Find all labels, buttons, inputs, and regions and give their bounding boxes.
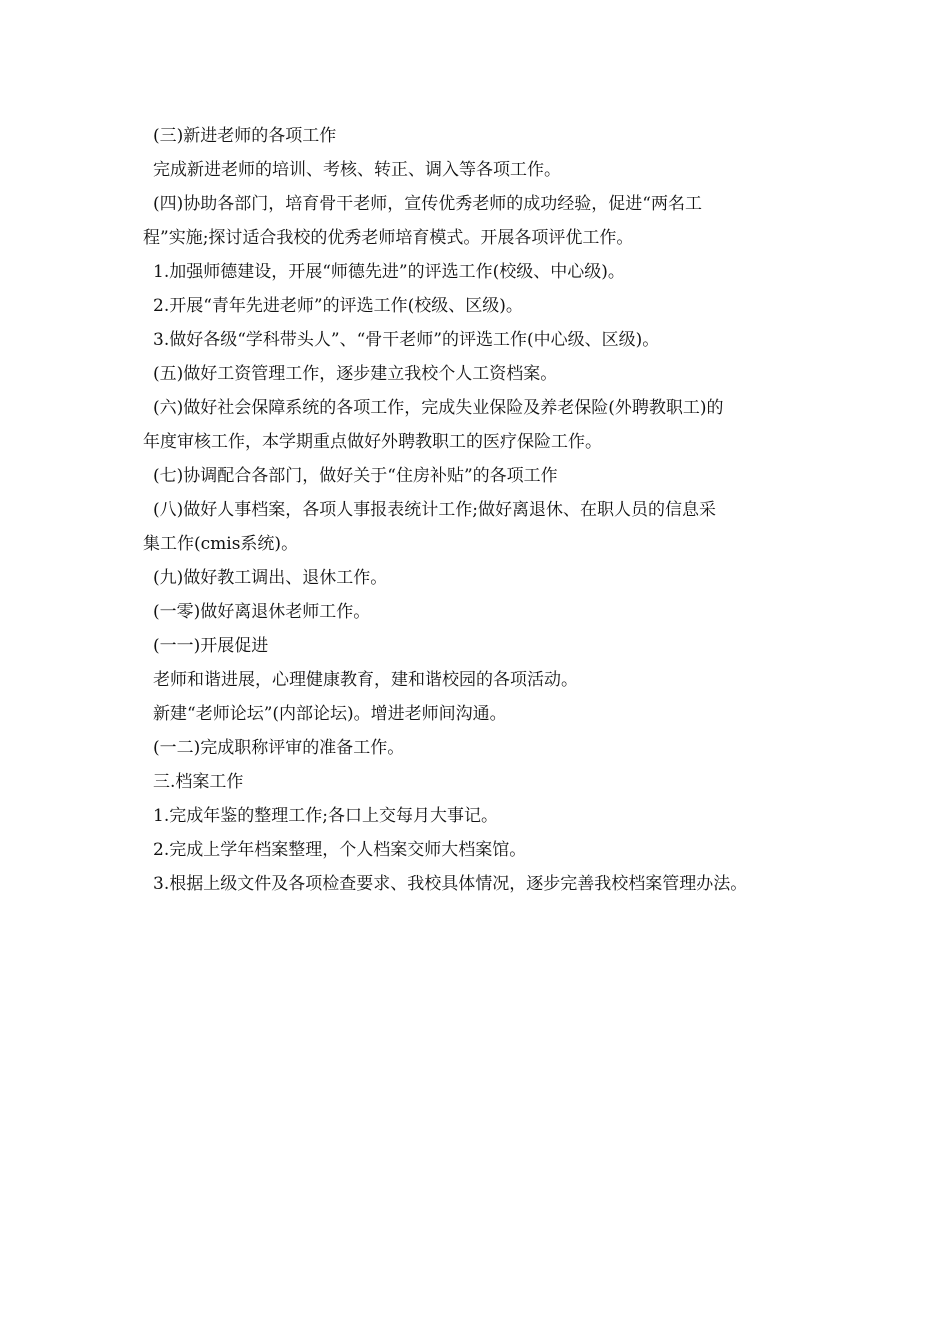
text-line: (六)做好社会保障系统的各项工作，完成失业保险及养老保险(外聘教职工)的: [153, 398, 724, 418]
text-line: (一一)开展促进: [153, 636, 269, 656]
text-line: 程”实施;探讨适合我校的优秀老师培育模式。开展各项评优工作。: [143, 228, 634, 248]
text-line: 1.加强师德建设，开展“师德先进”的评选工作(校级、中心级)。: [153, 262, 625, 282]
text-line: 集工作(cmis系统)。: [143, 534, 299, 554]
text-line: (一二)完成职称评审的准备工作。: [153, 738, 405, 758]
text-line: 3.根据上级文件及各项检查要求、我校具体情况，逐步完善我校档案管理办法。: [153, 874, 748, 894]
text-line: (三)新进老师的各项工作: [153, 126, 337, 146]
section-heading: 三.档案工作: [153, 772, 244, 792]
text-line: (四)协助各部门，培育骨干老师，宣传优秀老师的成功经验，促进“两名工: [153, 194, 702, 214]
text-line: 1.完成年鉴的整理工作;各口上交每月大事记。: [153, 806, 498, 826]
text-line: 老师和谐进展，心理健康教育，建和谐校园的各项活动。: [153, 670, 578, 690]
text-line: (七)协调配合各部门，做好关于“住房补贴”的各项工作: [153, 466, 558, 486]
text-line: 新建“老师论坛”(内部论坛)。增进老师间沟通。: [153, 704, 507, 724]
text-line: (五)做好工资管理工作，逐步建立我校个人工资档案。: [153, 364, 558, 384]
document-body: [143, 119, 863, 901]
text-line: 2.完成上学年档案整理，个人档案交师大档案馆。: [153, 840, 527, 860]
text-line: (一零)做好离退休老师工作。: [153, 602, 371, 622]
text-line: 3.做好各级“学科带头人”、“骨干老师”的评选工作(中心级、区级)。: [153, 330, 660, 350]
text-line: 年度审核工作，本学期重点做好外聘教职工的医疗保险工作。: [143, 432, 602, 452]
text-line: (八)做好人事档案，各项人事报表统计工作;做好离退休、在职人员的信息采: [153, 500, 716, 520]
text-line: (九)做好教工调出、退休工作。: [153, 568, 388, 588]
text-line: 完成新进老师的培训、考核、转正、调入等各项工作。: [153, 160, 561, 180]
text-line: 2.开展“青年先进老师”的评选工作(校级、区级)。: [153, 296, 523, 316]
